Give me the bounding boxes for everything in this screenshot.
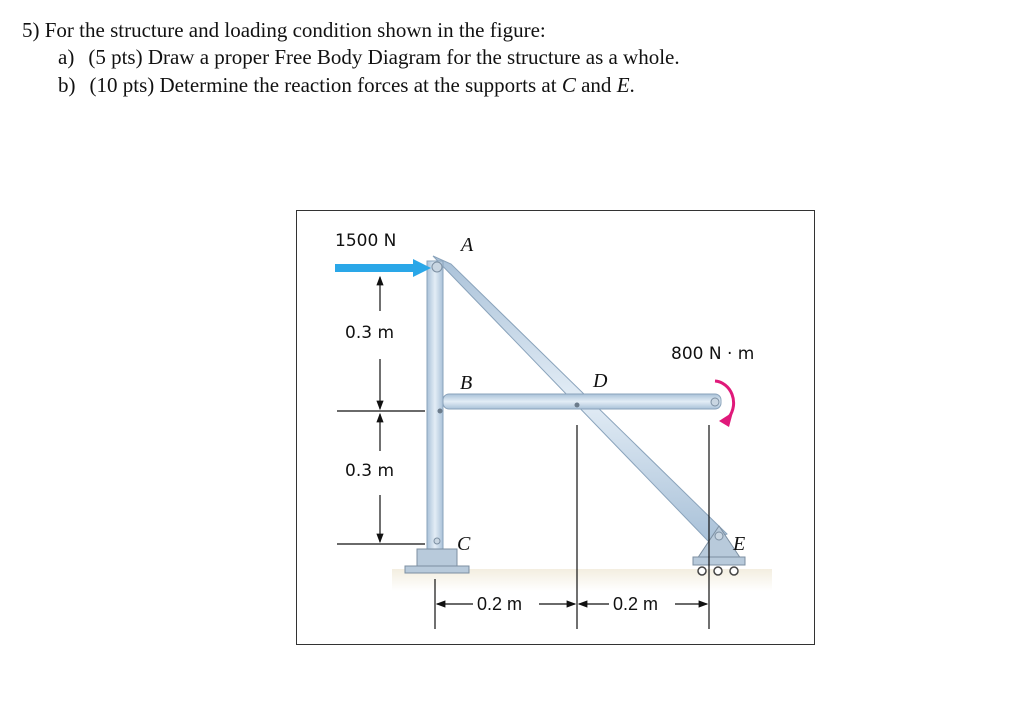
- roller-1: [698, 567, 706, 575]
- structure-diagram: [297, 211, 815, 645]
- pin-a: [432, 262, 442, 272]
- force-label: 1500 N: [335, 231, 397, 251]
- dim-upper-label: 0.3 m: [345, 323, 394, 343]
- dim-lower-label: 0.3 m: [345, 461, 394, 481]
- support-c-symbol: C: [561, 73, 576, 97]
- moment-arrow-head: [719, 412, 733, 427]
- part-b-period: .: [629, 73, 635, 97]
- part-b-marker: b): [58, 73, 76, 97]
- structure-figure: [296, 210, 815, 645]
- point-c-label: C: [457, 533, 471, 555]
- dim-horizontal-right-label: 0.2 m: [613, 594, 659, 614]
- member-bd: [443, 394, 721, 409]
- roller-2: [714, 567, 722, 575]
- pin-c: [434, 538, 440, 544]
- support-e-symbol: E: [616, 73, 630, 97]
- question-part-a: [58, 45, 680, 69]
- question-title: 5) For the structure and loading condition shown in the figure:: [22, 18, 546, 42]
- moment-label: 800 N · m: [671, 344, 755, 364]
- part-b-text: (10 pts) Determine the reaction forces at the supports at: [89, 73, 562, 97]
- part-a-text: (5 pts) Draw a proper Free Body Diagram for the structure as a whole.: [88, 45, 680, 69]
- pin-d: [575, 403, 580, 408]
- pin-b: [438, 409, 443, 414]
- point-b-label: B: [460, 372, 473, 394]
- part-a-marker: a): [58, 45, 75, 69]
- support-e-base: [693, 557, 745, 565]
- roller-3: [730, 567, 738, 575]
- support-c-base: [405, 566, 469, 573]
- pin-end: [711, 398, 719, 406]
- point-a-label: A: [461, 234, 474, 256]
- question-part-b: [58, 73, 635, 97]
- point-e-label: E: [733, 533, 746, 555]
- dim-horizontal-left-label: 0.2 m: [477, 594, 523, 614]
- pin-e: [715, 532, 723, 540]
- member-ac: [427, 261, 443, 551]
- point-d-label: D: [593, 370, 608, 392]
- part-b-connector: and: [575, 73, 617, 97]
